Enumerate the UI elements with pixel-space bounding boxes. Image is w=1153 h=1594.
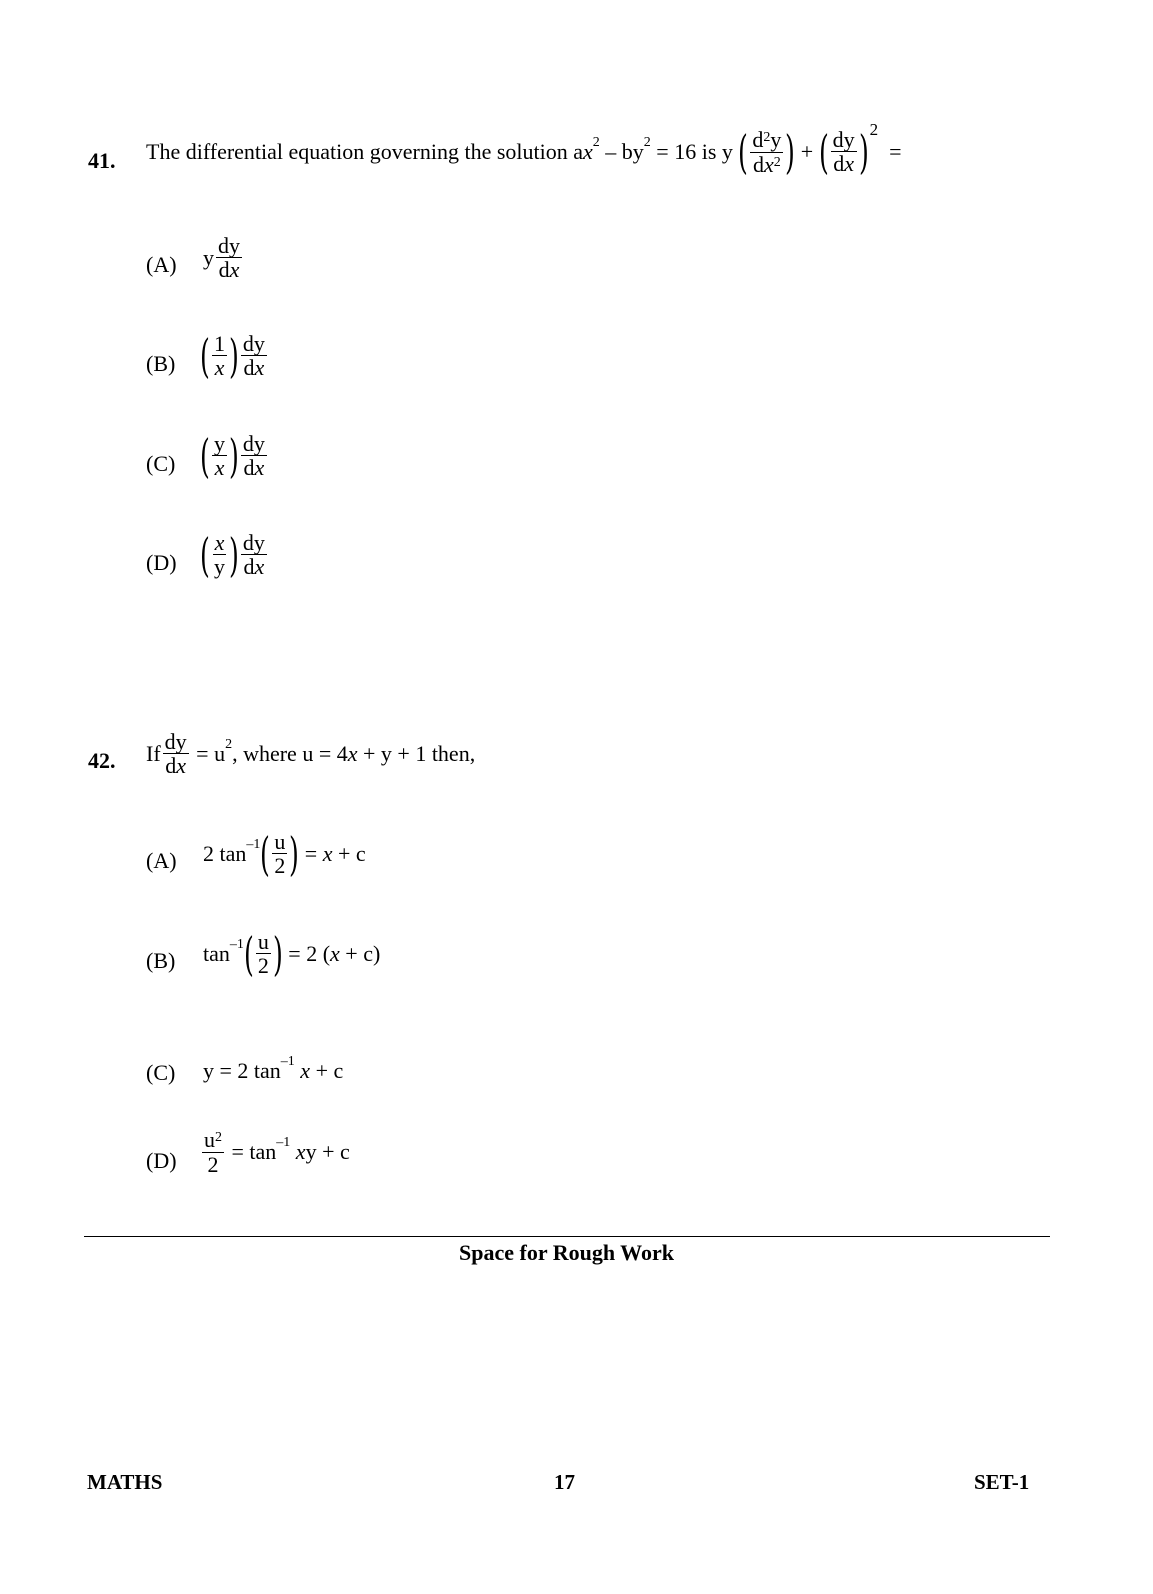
q42-option-a-label: (A) <box>146 848 177 873</box>
q41-option-d-expr: ( $\frac{x}{y}$ ) $\frac{dy}{dx}$ <box>200 528 265 583</box>
question-41-stem: The differential equation governing the solution a x 2 – by 2 = 16 is y ( $\frac{d^2y}{dx^2}$ ) + ( $\frac{dy}{dx}$ ) 2 = <box>146 120 902 180</box>
q42-option-d-label: (D) <box>146 1148 177 1173</box>
q41-option-c-expr: ( $\frac{y}{x}$ ) $\frac{dy}{dx}$ <box>200 429 265 484</box>
question-41-text: The differential equation governing the solution a <box>146 139 584 165</box>
q41-option-b-expr: ( $\frac{1}{x}$ ) $\frac{dy}{dx}$ <box>200 329 265 384</box>
question-number-42: 42. <box>88 748 116 773</box>
q41-option-a-expr: y $\frac{dy}{dx}$ <box>203 233 240 283</box>
footer-set: SET-1 <box>974 1470 1030 1494</box>
question-42-stem: If $\frac{dy}{dx}$ = u 2 , where u = 4 x + y + 1 then, <box>146 729 476 779</box>
question-number-41: 41. <box>88 148 116 173</box>
q42-option-d-expr: $\frac{u^2}{2}$ = tan –1 x y + c <box>204 1127 350 1177</box>
q41-option-c-label: (C) <box>146 451 176 476</box>
q42-option-a-expr: 2 tan –1 ( $\frac{u}{2}$ ) = x + c <box>203 827 366 882</box>
q41-option-a-label: (A) <box>146 252 177 277</box>
rough-work-heading: Space for Rough Work <box>459 1240 674 1265</box>
footer-page-number: 17 <box>554 1470 575 1494</box>
footer-subject: MATHS <box>87 1470 163 1494</box>
q42-option-c-expr: y = 2 tan –1 x + c <box>203 1054 344 1083</box>
q41-option-d-label: (D) <box>146 550 177 575</box>
q42-option-b-label: (B) <box>146 948 176 973</box>
q42-option-b-expr: tan –1 ( $\frac{u}{2}$ ) = 2 ( x + c) <box>203 927 381 982</box>
q41-option-b-label: (B) <box>146 351 176 376</box>
q42-option-c-label: (C) <box>146 1060 176 1085</box>
rough-work-divider <box>84 1236 1050 1237</box>
